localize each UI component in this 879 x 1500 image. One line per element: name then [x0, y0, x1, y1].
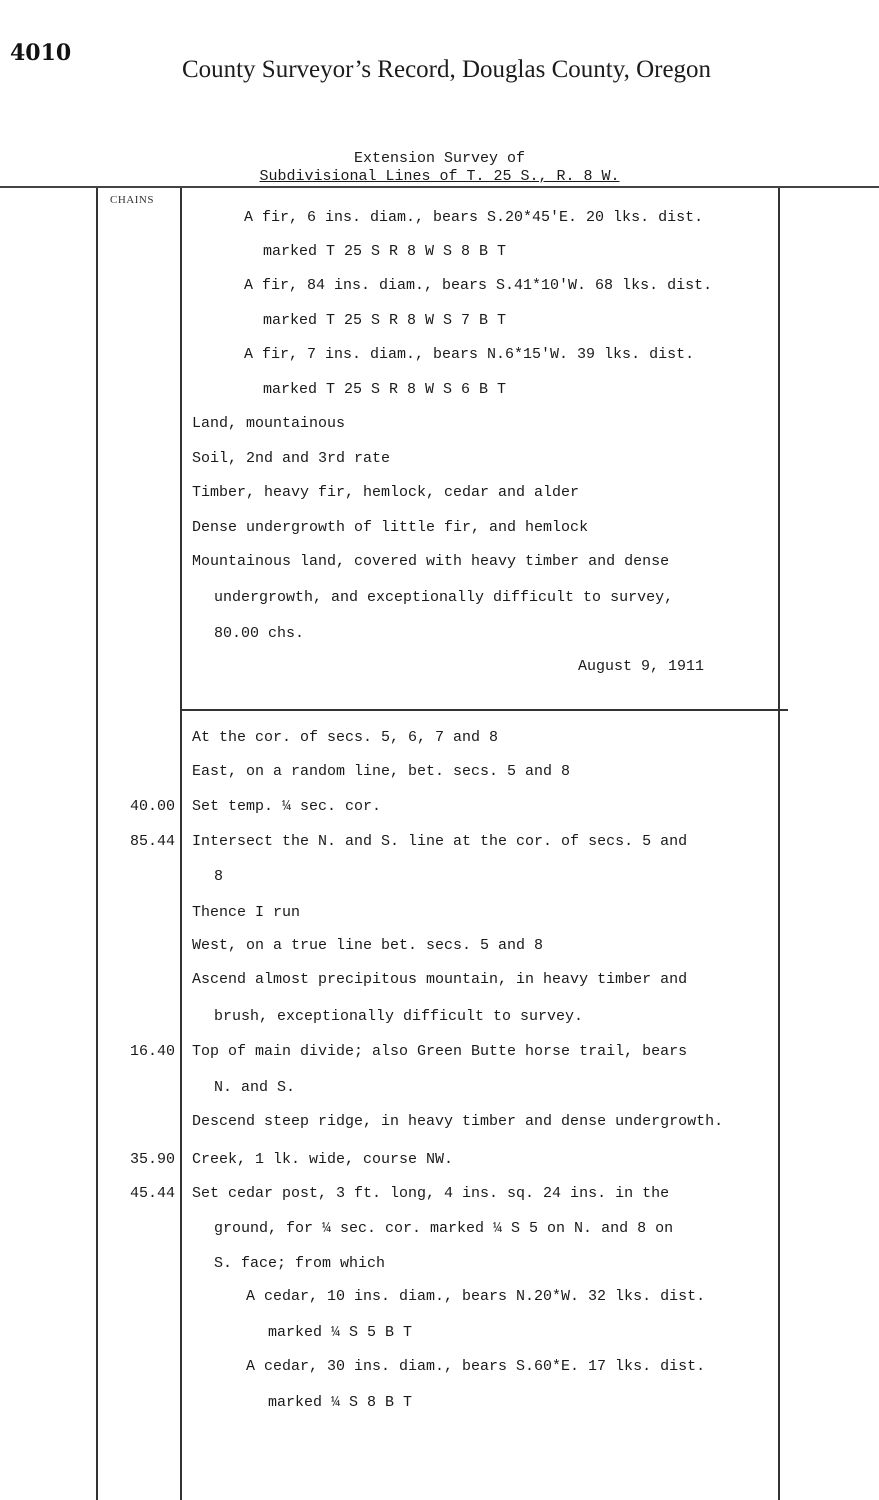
- entry-row: [0, 1217, 879, 1241]
- entry-text: Top of main divide; also Green Butte horse trail, bears: [192, 1043, 688, 1060]
- entry-row: [0, 1148, 879, 1172]
- entry-text: Soil, 2nd and 3rd rate: [192, 450, 391, 467]
- chains-value: 85.44: [129, 833, 175, 850]
- entry-text: A cedar, 30 ins. diam., bears S.60*E. 17 lks. dist.: [246, 1358, 706, 1375]
- entry-row: [0, 1391, 879, 1415]
- entry-text: A fir, 6 ins. diam., bears S.20*45'E. 20 lks. dist.: [244, 209, 704, 226]
- entry-row: [0, 865, 879, 889]
- entry-text: marked ¼ S 5 B T: [268, 1324, 413, 1341]
- entry-row: [0, 795, 879, 819]
- entry-text: August 9, 1911: [578, 658, 705, 675]
- entry-line: [0, 378, 879, 402]
- entry-line: [0, 586, 879, 610]
- entry-text: West, on a true line bet. secs. 5 and 8: [192, 937, 544, 954]
- entry-row: [0, 1252, 879, 1276]
- entry-line: [0, 481, 879, 505]
- entry-row: [0, 1005, 879, 1029]
- entry-row: [0, 934, 879, 958]
- entry-line: [0, 622, 879, 646]
- page-number: 4010: [10, 40, 72, 66]
- entry-text: Dense undergrowth of little fir, and hemlock: [192, 519, 589, 536]
- entry-text: ground, for ¼ sec. cor. marked ¼ S 5 on N. and 8 on: [214, 1220, 674, 1237]
- entry-text: undergrowth, and exceptionally difficult to survey,: [214, 589, 674, 606]
- chains-value: 40.00: [129, 798, 175, 815]
- entry-row: [0, 1182, 879, 1206]
- entry-row: [0, 1285, 879, 1309]
- chains-column-header: CHAINS: [110, 194, 154, 206]
- entry-text: Set cedar post, 3 ft. long, 4 ins. sq. 24 ins. in the: [192, 1185, 670, 1202]
- entry-line: [0, 343, 879, 367]
- entry-text: marked T 25 S R 8 W S 7 B T: [263, 312, 507, 329]
- entry-line: [0, 309, 879, 333]
- chains-value: 45.44: [129, 1185, 175, 1202]
- survey-heading: [0, 150, 879, 186]
- entry-row: [0, 1355, 879, 1379]
- entry-line: [0, 274, 879, 298]
- entry-text: marked T 25 S R 8 W S 8 B T: [263, 243, 507, 260]
- entry-text: marked ¼ S 8 B T: [268, 1394, 413, 1411]
- entry-text: 8: [214, 868, 224, 885]
- entry-divider: [180, 709, 788, 711]
- heading-line-2: Subdivisional Lines of T. 25 S., R. 8 W.: [259, 168, 620, 185]
- entry-row: [0, 830, 879, 854]
- entry-line: [0, 206, 879, 230]
- entry-text: N. and S.: [214, 1079, 296, 1096]
- entry-text: Land, mountainous: [192, 415, 346, 432]
- entry-text: Descend steep ridge, in heavy timber and dense undergrowth.: [192, 1113, 724, 1130]
- book-title: County Surveyor’s Record, Douglas County, Oregon: [181, 56, 712, 83]
- top-rule: [0, 186, 879, 188]
- entry-text: 80.00 chs.: [214, 625, 305, 642]
- entry-row: [0, 968, 879, 992]
- entry-row: [0, 1076, 879, 1100]
- entry-line: [0, 447, 879, 471]
- entry-line: [0, 550, 879, 574]
- entry-text: East, on a random line, bet. secs. 5 and 8: [192, 763, 571, 780]
- entry-text: brush, exceptionally difficult to survey.: [214, 1008, 584, 1025]
- entry-line: [0, 655, 879, 679]
- entry-text: A fir, 7 ins. diam., bears N.6*15'W. 39 lks. dist.: [244, 346, 695, 363]
- entry-text: marked T 25 S R 8 W S 6 B T: [263, 381, 507, 398]
- entry-text: S. face; from which: [214, 1255, 386, 1272]
- entry-text: Intersect the N. and S. line at the cor. of secs. 5 and: [192, 833, 688, 850]
- entry-line: [0, 412, 879, 436]
- entry-line: [0, 240, 879, 264]
- entry-row: [0, 1040, 879, 1064]
- entry-text: Set temp. ¼ sec. cor.: [192, 798, 382, 815]
- chains-value: 16.40: [129, 1043, 175, 1060]
- entry-text: At the cor. of secs. 5, 6, 7 and 8: [192, 729, 499, 746]
- heading-line-1: Extension Survey of: [353, 150, 526, 167]
- entry-row: [0, 1110, 879, 1134]
- entry-row: [0, 726, 879, 750]
- entry-text: Ascend almost precipitous mountain, in heavy timber and: [192, 971, 688, 988]
- entry-text: A fir, 84 ins. diam., bears S.41*10'W. 68 lks. dist.: [244, 277, 713, 294]
- entry-text: Thence I run: [192, 904, 301, 921]
- entry-line: [0, 516, 879, 540]
- entry-row: [0, 901, 879, 925]
- entry-text: Creek, 1 lk. wide, course NW.: [192, 1151, 454, 1168]
- chains-value: 35.90: [129, 1151, 175, 1168]
- entry-text: Timber, heavy fir, hemlock, cedar and alder: [192, 484, 580, 501]
- entry-row: [0, 1321, 879, 1345]
- entry-text: A cedar, 10 ins. diam., bears N.20*W. 32 lks. dist.: [246, 1288, 706, 1305]
- entry-text: Mountainous land, covered with heavy timber and dense: [192, 553, 670, 570]
- entry-row: [0, 760, 879, 784]
